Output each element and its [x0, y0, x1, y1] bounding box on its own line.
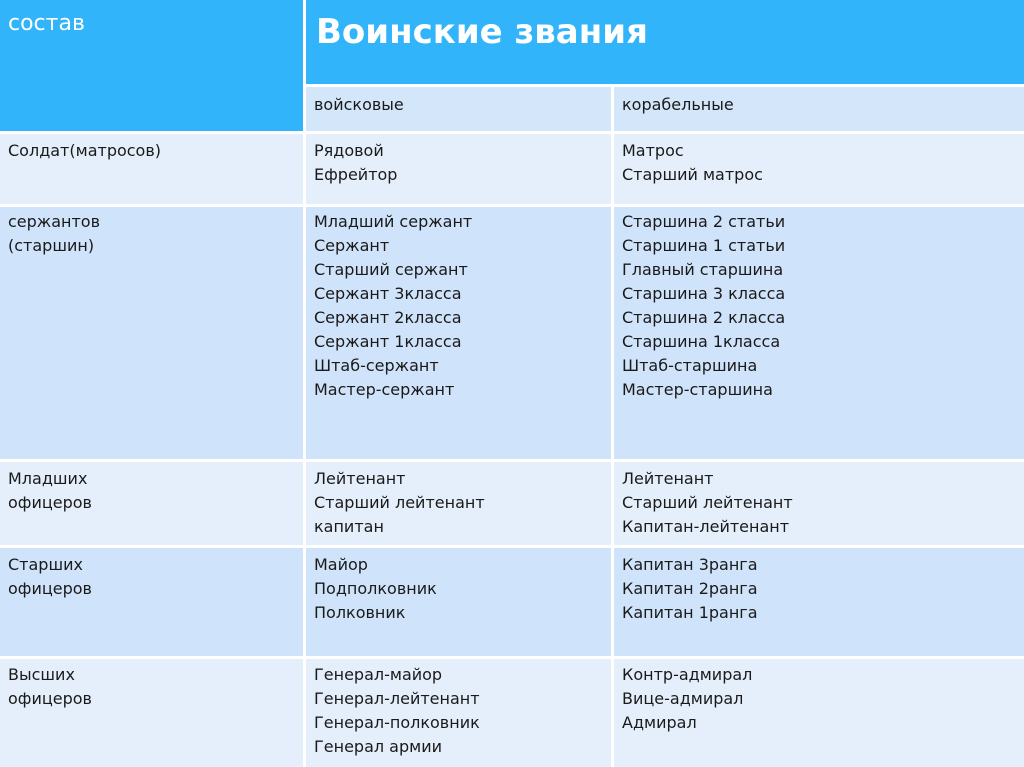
rank-item: Старшина 2 статьи — [622, 212, 786, 231]
row-label-line: офицеров — [8, 493, 92, 512]
page-title: Воинские звания — [316, 12, 648, 52]
row-top-officers-troops-cell — [306, 659, 611, 767]
rank-item: Майор — [314, 555, 368, 574]
rank-item: капитан — [314, 517, 384, 536]
header-composition-label: состав — [8, 11, 85, 36]
rank-item: Капитан 1ранга — [622, 603, 758, 622]
row-soldiers-troops-cell — [306, 134, 611, 204]
rank-item: Мастер-сержант — [314, 380, 455, 399]
row-label-line: Солдат(матросов) — [8, 141, 162, 160]
rank-item: Капитан 2ранга — [622, 579, 758, 598]
rank-item: Штаб-сержант — [314, 356, 439, 375]
rank-item: Старшина 2 класса — [622, 308, 786, 327]
rank-item: Младший сержант — [314, 212, 473, 231]
rank-item: Контр-адмирал — [622, 665, 753, 684]
rank-item: Адмирал — [622, 713, 697, 732]
row-senior-officers-troops-cell — [306, 548, 611, 656]
rank-item: Старшина 1 статьи — [622, 236, 786, 255]
subheader-troops-label: войсковые — [314, 95, 404, 114]
row-soldiers-label-cell — [0, 134, 303, 204]
rank-item: Старшина 1класса — [622, 332, 781, 351]
subheader-ships-cell — [614, 87, 1024, 131]
row-senior-officers-ships-cell — [614, 548, 1024, 656]
rank-item: Генерал армии — [314, 737, 443, 756]
rank-item: Мастер-старшина — [622, 380, 773, 399]
rank-item: Генерал-майор — [314, 665, 443, 684]
rank-item: Старший лейтенант — [314, 493, 485, 512]
rank-item: Ефрейтор — [314, 165, 398, 184]
row-top-officers-label-cell — [0, 659, 303, 767]
rank-item: Штаб-старшина — [622, 356, 758, 375]
row-label-line: сержантов — [8, 212, 101, 231]
rank-item: Старший сержант — [314, 260, 468, 279]
rank-item: Генерал-полковник — [314, 713, 480, 732]
header-title-cell — [306, 0, 1024, 84]
rank-item: Сержант 3класса — [314, 284, 462, 303]
rank-item: Полковник — [314, 603, 406, 622]
rank-item: Лейтенант — [314, 469, 406, 488]
rank-item: Вице-адмирал — [622, 689, 744, 708]
row-label-line: офицеров — [8, 579, 92, 598]
subheader-ships-label: корабельные — [622, 95, 734, 114]
row-label-line: Младших — [8, 469, 88, 488]
row-junior-officers-troops-cell — [306, 462, 611, 545]
rank-item: Главный старшина — [622, 260, 784, 279]
rank-item: Старшина 3 класса — [622, 284, 786, 303]
row-junior-officers-ships-cell — [614, 462, 1024, 545]
row-label-line: Высших — [8, 665, 75, 684]
row-top-officers-ships-cell — [614, 659, 1024, 767]
row-label-line: офицеров — [8, 689, 92, 708]
row-label-line: (старшин) — [8, 236, 95, 255]
row-label-line: Старших — [8, 555, 83, 574]
row-sergeants-ships-cell — [614, 207, 1024, 459]
rank-item: Рядовой — [314, 141, 384, 160]
rank-item: Матрос — [622, 141, 684, 160]
rank-item: Старший матрос — [622, 165, 763, 184]
rank-item: Подполковник — [314, 579, 437, 598]
subheader-troops-cell — [306, 87, 611, 131]
rank-item: Капитан 3ранга — [622, 555, 758, 574]
row-sergeants-troops-cell — [306, 207, 611, 459]
row-soldiers-ships-cell — [614, 134, 1024, 204]
row-sergeants-label-cell — [0, 207, 303, 459]
rank-item: Капитан-лейтенант — [622, 517, 790, 536]
header-composition-cell — [0, 0, 303, 131]
rank-item: Сержант 2класса — [314, 308, 462, 327]
rank-item: Сержант — [314, 236, 390, 255]
rank-item: Генерал-лейтенант — [314, 689, 480, 708]
rank-item: Сержант 1класса — [314, 332, 462, 351]
rank-item: Лейтенант — [622, 469, 714, 488]
row-junior-officers-label-cell — [0, 462, 303, 545]
row-senior-officers-label-cell — [0, 548, 303, 656]
rank-item: Старший лейтенант — [622, 493, 793, 512]
